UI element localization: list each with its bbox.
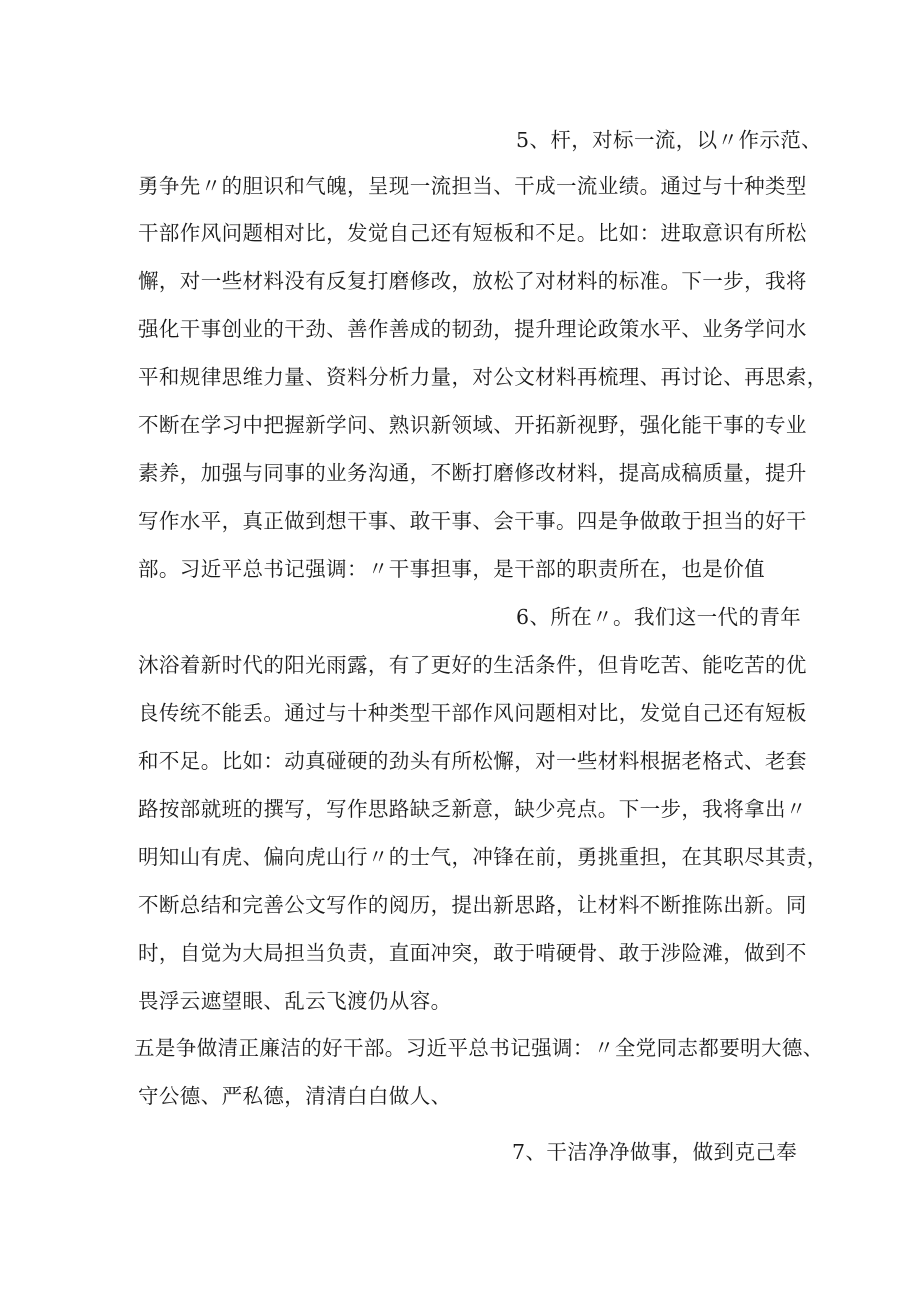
text-line: 明知山有虎、偏向虎山行〃的士气，冲锋在前，勇挑重担，在其职尽其责， [138,845,828,869]
text-line: 平和规律思维力量、资料分析力量，对公文材料再梳理、再讨论、再思索， [138,365,828,389]
text-line: 路按部就班的撰写，写作思路缺乏新意，缺少亮点。下一步，我将拿出〃 [138,797,807,821]
text-line: 7、干洁净净做事，做到克己奉 [512,1140,798,1164]
text-line: 守公德、严私德，清清白白做人、 [138,1084,452,1108]
text-line: 和不足。比如：动真碰硬的劲头有所松懈，对一些材料根据老格式、老套 [138,749,807,773]
text-line: 5、杆，对标一流，以〃作示范、 [516,128,823,152]
text-line: 勇争先〃的胆识和气魄，呈现一流担当、干成一流业绩。通过与十种类型 [138,174,807,198]
text-line: 五是争做清正廉洁的好干部。习近平总书记强调：〃全党同志都要明大德、 [134,1036,824,1060]
text-line: 素养，加强与同事的业务沟通，不断打磨修改材料，提高成稿质量，提升 [138,461,807,485]
text-line: 不断总结和完善公文写作的阅历，提出新思路，让材料不断推陈出新。同 [138,893,807,917]
text-line: 写作水平，真正做到想干事、敢干事、会干事。四是争做敢于担当的好干 [138,509,807,533]
text-line: 懈，对一些材料没有反复打磨修改，放松了对材料的标准。下一步，我将 [138,269,807,293]
text-line: 强化干事创业的干劲、善作善成的韧劲，提升理论政策水平、业务学问水 [138,317,807,341]
text-line: 沐浴着新时代的阳光雨露，有了更好的生活条件，但肯吃苦、能吃苦的优 [138,653,807,677]
text-line: 部。习近平总书记强调：〃干事担事，是干部的职责所在，也是价值 [138,557,765,581]
text-line: 不断在学习中把握新学问、熟识新领域、开拓新视野，强化能干事的专业 [138,413,807,437]
text-line: 畏浮云遮望眼、乱云飞渡仍从容。 [138,989,452,1013]
text-line: 干部作风问题相对比，发觉自己还有短板和不足。比如：进取意识有所松 [138,221,807,245]
text-line: 时，自觉为大局担当负责，直面冲突，敢于啃硬骨、敢于涉险滩，做到不 [138,941,807,965]
text-line: 6、所在〃。我们这一代的青年 [516,605,802,629]
text-line: 良传统不能丢。通过与十种类型干部作风问题相对比，发觉自己还有短板 [138,701,807,725]
